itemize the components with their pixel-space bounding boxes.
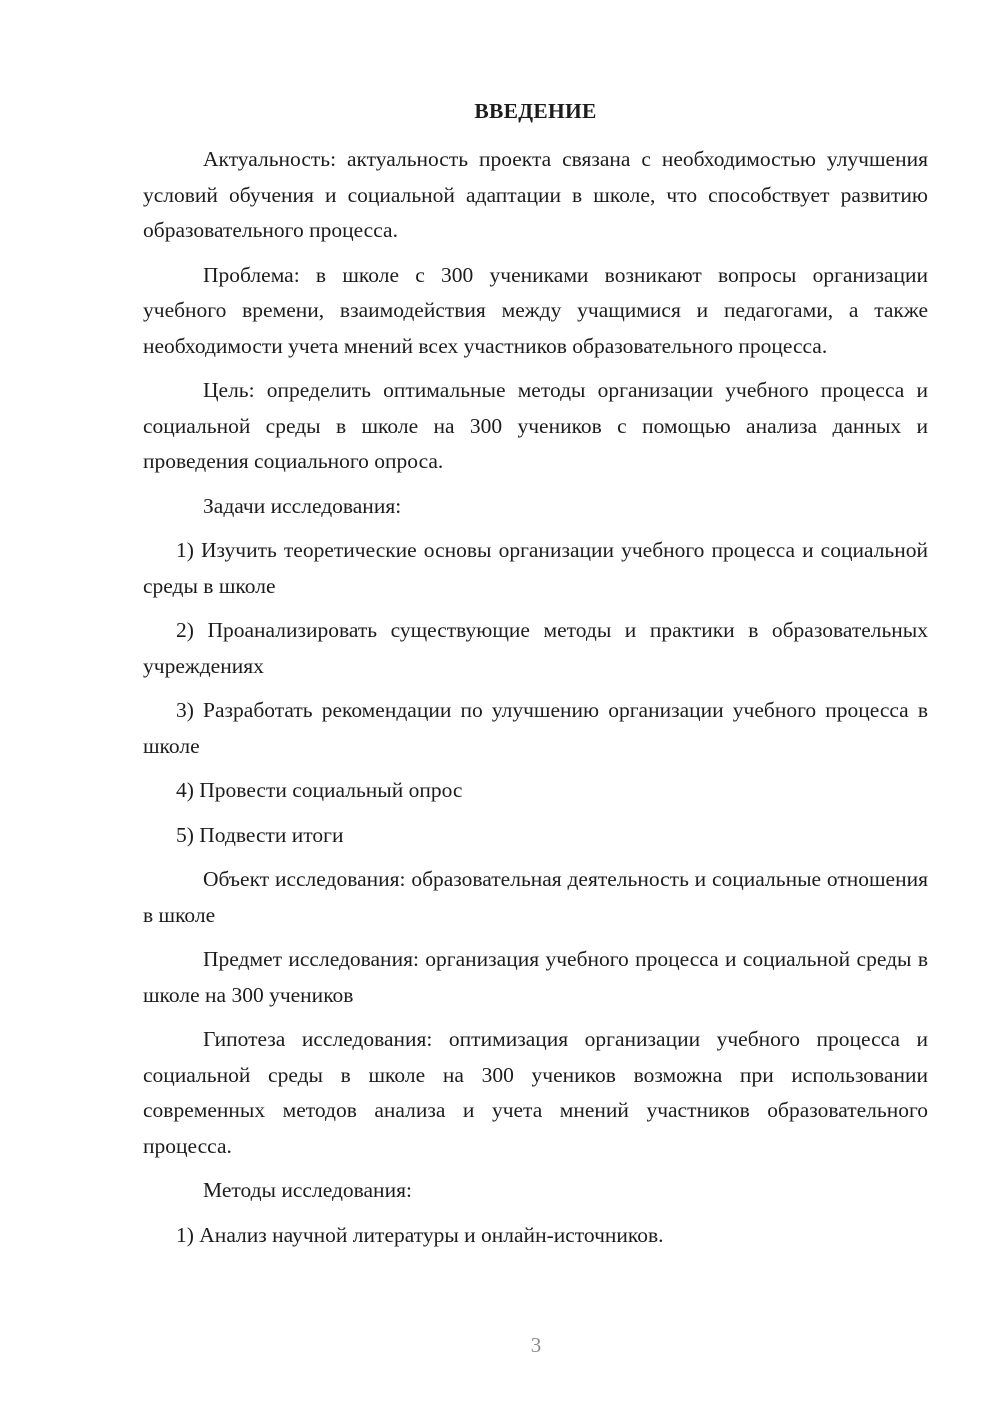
problem-paragraph: Проблема: в школе с 300 учениками возникают вопросы организации учебного времени, взаимодействия между учащимися и педагогами, а также необходимости учета мнений всех участников образовательного процесса. bbox=[143, 262, 928, 358]
section-heading: ВВЕДЕНИЕ bbox=[474, 99, 597, 123]
object-paragraph: Объект исследования: образовательная деятельность и социальные отношения в школе bbox=[143, 867, 928, 927]
task-item-5: 5) Подвести итоги bbox=[176, 822, 344, 847]
tasks-title: Задачи исследования: bbox=[203, 493, 402, 518]
hypothesis-paragraph: Гипотеза исследования: оптимизация организации учебного процесса и социальной среды в школе на 300 учеников возможна при использовании современных методов анализа и учета мнений участников образовательного процесса. bbox=[143, 1027, 928, 1158]
page-number: 3 bbox=[530, 1333, 542, 1357]
task-item-2: 2) Проанализировать существующие методы и практики в образовательных учреждениях bbox=[143, 618, 928, 678]
goal-paragraph: Цель: определить оптимальные методы организации учебного процесса и социальной среды в школе на 300 учеников с помощью анализа данных и проведения социального опроса. bbox=[143, 378, 928, 473]
document-body bbox=[143, 96, 928, 1262]
task-item-1: 1) Изучить теоретические основы организации учебного процесса и социальной среды в школе bbox=[143, 538, 928, 598]
task-item-3: 3) Разработать рекомендации по улучшению организации учебного процесса в школе bbox=[143, 698, 928, 758]
relevance-paragraph: Актуальность: актуальность проекта связана с необходимостью улучшения условий обучения и социальной адаптации в школе, что способствует развитию образовательного процесса. bbox=[143, 147, 928, 242]
task-item-4: 4) Провести социальный опрос bbox=[176, 778, 463, 802]
methods-title: Методы исследования: bbox=[203, 1178, 412, 1202]
method-item-1: 1) Анализ научной литературы и онлайн-источников. bbox=[176, 1222, 664, 1247]
subject-paragraph: Предмет исследования: организация учебного процесса и социальной среды в школе на 300 учеников bbox=[143, 947, 928, 1007]
